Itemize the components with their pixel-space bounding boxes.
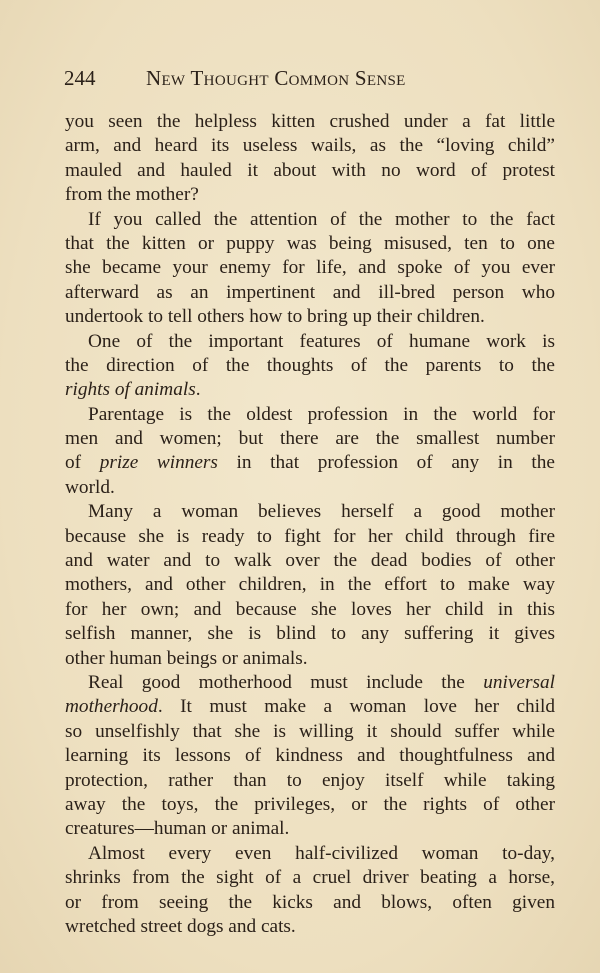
running-title: New Thought Common Sense: [146, 66, 406, 90]
text-segment: Many a woman believes herself a good mother: [88, 501, 555, 523]
text-line: [65, 159, 555, 183]
text-line: [65, 720, 555, 744]
text-segment: mothers, and other children, in the effort to make way: [65, 574, 555, 596]
text-line: [65, 451, 555, 475]
page-number: 244: [64, 66, 96, 90]
text-line: [65, 573, 555, 597]
text-line: [65, 403, 555, 427]
text-line: [65, 647, 555, 671]
text-line: [65, 208, 555, 232]
text-segment: because she is ready to fight for her child through fire: [65, 525, 555, 547]
text-segment: Parentage is the oldest profession in the world for: [88, 403, 555, 425]
text-segment: creatures—human or animal.: [65, 818, 290, 840]
italic-text: motherhood: [65, 696, 158, 718]
italic-text: prize winners: [99, 452, 218, 474]
text-line: [65, 354, 555, 378]
text-line: [65, 256, 555, 280]
text-segment: afterward as an impertinent and ill-bred person who: [65, 281, 555, 303]
text-segment: men and women; but there are the smallest number: [65, 428, 555, 450]
text-segment: .: [195, 379, 201, 401]
text-segment: mauled and hauled it about with no word of protest: [65, 159, 555, 181]
text-line: [65, 378, 555, 402]
text-line: [65, 915, 555, 939]
text-segment: so unselfishly that she is willing it should suffer while: [65, 720, 555, 742]
text-segment: undertook to tell others how to bring up their children.: [65, 306, 485, 328]
text-segment: she became your enemy for life, and spoke of you ever: [65, 257, 555, 279]
text-segment: or from seeing the kicks and blows, often given: [65, 891, 555, 913]
text-line: [65, 842, 555, 866]
text-line: [65, 305, 555, 329]
text-line: [65, 232, 555, 256]
text-line: [65, 525, 555, 549]
text-line: [65, 622, 555, 646]
text-segment: world.: [65, 476, 115, 498]
text-segment: Real good motherhood must include the: [88, 671, 484, 693]
italic-text: universal: [483, 671, 555, 693]
text-line: [65, 891, 555, 915]
text-segment: One of the important features of humane work is: [88, 330, 555, 352]
text-line: [65, 793, 555, 817]
text-segment: . It must make a woman love her child: [157, 696, 555, 718]
text-segment: from the mother?: [65, 184, 199, 206]
text-segment: that the kitten or puppy was being misused, ten to one: [65, 232, 555, 254]
text-line: [65, 330, 555, 354]
text-line: [65, 671, 555, 695]
text-segment: in that profession of any in the: [217, 452, 555, 474]
text-line: [65, 744, 555, 768]
text-line: [65, 427, 555, 451]
text-segment: selfish manner, she is blind to any suffering it gives: [65, 623, 555, 645]
body-text: [65, 110, 555, 939]
text-line: [65, 281, 555, 305]
text-segment: arm, and heard its useless wails, as the “loving child”: [65, 135, 555, 157]
text-segment: other human beings or animals.: [65, 647, 308, 669]
text-segment: of: [65, 452, 100, 474]
text-line: [65, 769, 555, 793]
text-line: [65, 476, 555, 500]
text-line: [65, 817, 555, 841]
text-line: [65, 183, 555, 207]
text-segment: If you called the attention of the mother to the fact: [88, 208, 555, 230]
text-line: [65, 549, 555, 573]
text-line: [65, 866, 555, 890]
text-segment: you seen the helpless kitten crushed under a fat little: [65, 111, 555, 132]
text-segment: Almost every even half-civilized woman to-day,: [88, 842, 555, 864]
text-segment: away the toys, the privileges, or the rights of other: [65, 793, 555, 815]
text-line: [65, 110, 555, 134]
text-segment: wretched street dogs and cats.: [65, 915, 296, 937]
running-header: [64, 66, 554, 94]
text-segment: the direction of the thoughts of the parents to the: [65, 354, 555, 376]
italic-text: rights of animals: [65, 379, 196, 401]
text-line: [65, 134, 555, 158]
text-segment: protection, rather than to enjoy itself while taking: [65, 769, 555, 791]
text-segment: shrinks from the sight of a cruel driver beating a horse,: [65, 867, 555, 889]
text-line: [65, 500, 555, 524]
text-line: [65, 695, 555, 719]
text-line: [65, 598, 555, 622]
text-segment: learning its lessons of kindness and thoughtfulness and: [65, 745, 555, 767]
text-segment: for her own; and because she loves her child in this: [65, 598, 555, 620]
text-segment: and water and to walk over the dead bodies of other: [65, 550, 555, 572]
